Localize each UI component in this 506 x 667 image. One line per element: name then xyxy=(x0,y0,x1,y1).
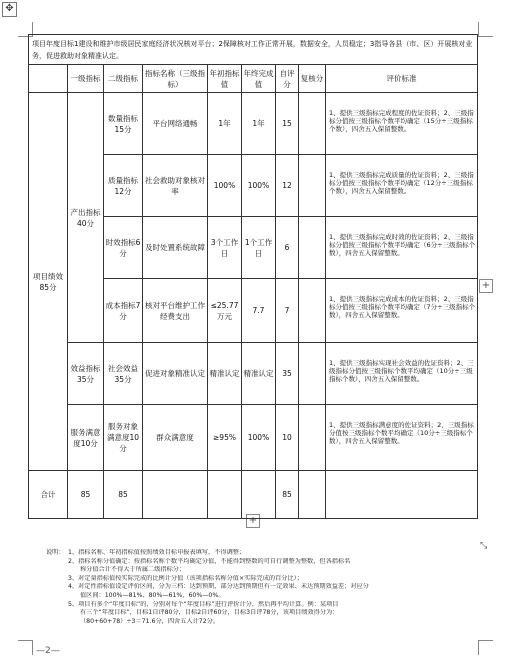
performance-label: 项目绩效85分 xyxy=(29,93,68,471)
performance-evaluation-table xyxy=(28,34,478,519)
table-row xyxy=(29,405,478,471)
table-resize-handle-icon[interactable]: ⤡ xyxy=(480,541,488,551)
header-target: 年初指标值 xyxy=(208,65,242,93)
bottom-left-corner-mark xyxy=(18,640,33,655)
level2-cell: 时效指标6分 xyxy=(104,217,143,279)
review-score-cell xyxy=(299,343,326,405)
review-score-cell xyxy=(299,405,326,471)
note-line: 4、对定性指标值设定评价区间，分为三档：达到预期、部分达到预期但有一定效果、未达预期效益差；对应分 xyxy=(68,583,369,591)
level2-cell: 数量指标15分 xyxy=(104,93,143,155)
actual-cell: 100% xyxy=(242,155,276,217)
self-score-cell: 35 xyxy=(276,343,299,405)
table-row xyxy=(29,343,478,405)
header-review-score: 复核分 xyxy=(299,65,326,93)
review-score-cell xyxy=(299,93,326,155)
target-cell: 3个工作日 xyxy=(208,217,242,279)
self-score-cell: 10 xyxy=(276,405,299,471)
self-score-cell: 15 xyxy=(276,93,299,155)
level2-cell: 社会效益35分 xyxy=(104,343,143,405)
indicator-name-cell: 促进对象精准认定 xyxy=(143,343,208,405)
level2-cell: 成本指标7分 xyxy=(104,279,143,343)
review-score-cell xyxy=(299,155,326,217)
add-column-plus-icon[interactable]: + xyxy=(479,279,493,293)
note-line: 5、项目有多个“年度目标”的，分别对每个“年度目标”进行评价计分，然后再平均计算。例：某项目 xyxy=(68,600,339,608)
total-blank xyxy=(299,471,326,519)
standard-cell: 1、提供三级指标满意度的佐证资料；2、三级指标分值按三级指标个数平均确定（10分÷三级指标个数），四舍五入保留整数。 xyxy=(326,405,478,471)
total-blank xyxy=(242,471,276,519)
notes-label: 说明： xyxy=(46,549,65,556)
notes-section xyxy=(46,549,486,626)
total-level2: 85 xyxy=(104,471,143,519)
header-level2: 二级指标 xyxy=(104,65,143,93)
target-cell: 1年 xyxy=(208,93,242,155)
total-blank xyxy=(143,471,208,519)
total-blank xyxy=(326,471,478,519)
annual-goal-cell: 项目年度目标1建设和维护市级居民家庭经济状况核对平台；2保障核对工作正常开展，数据安全，人员稳定；3指导各县（市、区）开展核对业务，促进救助对象精准认定。 xyxy=(29,35,478,65)
group-satisfaction: 服务满意度10分 xyxy=(68,405,104,471)
self-score-cell: 7 xyxy=(276,279,299,343)
header-standard: 评价标准 xyxy=(326,65,478,93)
review-score-cell xyxy=(299,217,326,279)
indicator-name-cell: 平台网络通畅 xyxy=(143,93,208,155)
header-self-score: 自评分 xyxy=(276,65,299,93)
target-cell: 精准认定 xyxy=(208,343,242,405)
actual-cell: 1年 xyxy=(242,93,276,155)
note-line: 有三个“年度目标”，目标1自评80分，目标2自评60分，目标3自评78分，该项目绩效得分为： xyxy=(80,609,339,617)
target-cell: ≥95% xyxy=(208,405,242,471)
actual-cell: 100% xyxy=(242,405,276,471)
actual-cell: 7.7 xyxy=(242,279,276,343)
header-blank xyxy=(29,65,68,93)
indicator-name-cell: 群众满意度 xyxy=(143,405,208,471)
standard-cell: 1、提供三级指标完成质量的佐证资料；2、三级指标分值按三级指标个数平均确定（12分÷三级指标个数），四舍五入保留整数。 xyxy=(326,155,478,217)
table-row xyxy=(29,93,478,155)
standard-cell: 1、提供三级指标完成成本的佐证资料；2、三级指标分值按三级指标个数平均确定（7分÷三级指标个数），四舍五入保留整数。 xyxy=(326,279,478,343)
level2-cell: 服务对象满意度10分 xyxy=(104,405,143,471)
actual-cell: 精准认定 xyxy=(242,343,276,405)
indicator-name-cell: 社会救助对象核对率 xyxy=(143,155,208,217)
total-row xyxy=(29,471,478,519)
group-output: 产出指标40分 xyxy=(68,93,104,343)
indicator-name-cell: 及时处置系统故障 xyxy=(143,217,208,279)
indicator-name-cell: 核对平台维护工作经费支出 xyxy=(143,279,208,343)
total-score: 85 xyxy=(276,471,299,519)
total-label: 合计 xyxy=(29,471,68,519)
note-line: 值区间：100%—81%、80%—61%、60%—0%。 xyxy=(80,591,225,599)
bottom-right-corner-mark xyxy=(478,640,493,655)
header-level1: 一级指标 xyxy=(68,65,104,93)
note-line: 称分值合计不得大于所属二级指标分； xyxy=(80,566,186,574)
header-actual: 年终完成值 xyxy=(242,65,276,93)
self-score-cell: 6 xyxy=(276,217,299,279)
standard-cell: 1、提供三级指标完成程度的佐证资料；2、三级指标分值按三级指标个数平均确定（15分÷三级指标个数），四舍五入保留整数。 xyxy=(326,93,478,155)
level2-cell: 质量指标12分 xyxy=(104,155,143,217)
standard-cell: 1、提供三级指标实现社会效益的佐证资料；2、三级指标分值按三级指标个数平均确定（10分÷三级指标个数），四舍五入保留整数。 xyxy=(326,343,478,405)
group-effect: 效益指标35分 xyxy=(68,343,104,405)
standard-cell: 1、提供三级指标完成时效的佐证资料；2、三级指标分值按三级指标个数平均确定（6分÷三级指标个数），四舍五入保留整数。 xyxy=(326,217,478,279)
note-line: 1、指标名称、年初指标值按照绩效目标申报表填写，不得调整； xyxy=(68,549,246,556)
move-cross-icon[interactable]: ✥ xyxy=(2,2,17,17)
self-score-cell: 12 xyxy=(276,155,299,217)
add-row-plus-icon[interactable]: + xyxy=(246,514,260,528)
note-line: 2、指标名称分值确定：按指标名称个数平均确定分值，不能得到整数的可自行调整为整数，但各指标名 xyxy=(68,557,351,565)
total-level1: 85 xyxy=(68,471,104,519)
target-cell: ≤25.77万元 xyxy=(208,279,242,343)
header-indicator-name: 指标名称（三级指标） xyxy=(143,65,208,93)
note-line: （80+60+78）÷3＝71.6分，四舍五入计72分。 xyxy=(80,617,220,625)
page-number: —2— xyxy=(36,646,60,656)
note-line: 3、对定量指标值按实际完成的比例计分值（该项指标名称分值×实际完成的百分比）； xyxy=(68,574,303,582)
actual-cell: 1个工作日 xyxy=(242,217,276,279)
target-cell: 100% xyxy=(208,155,242,217)
review-score-cell xyxy=(299,279,326,343)
top-right-corner-mark xyxy=(478,22,493,37)
total-blank xyxy=(208,471,242,519)
